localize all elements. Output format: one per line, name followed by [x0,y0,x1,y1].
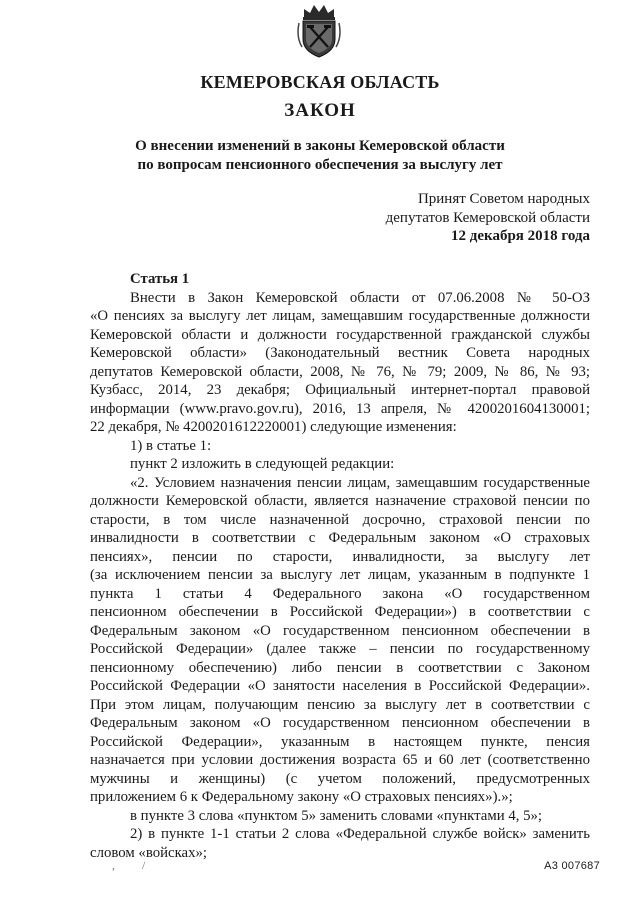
coat-of-arms-emblem [296,3,342,59]
text-line: пункта 1 статьи 4 Федерального закона «О государственном [90,585,590,602]
text-line: При этом лицам, получающим пенсию за выслугу лет в соответствии с [90,696,590,713]
text-line: пенсионному обеспечению) либо пенсии в соответствии с Законом [90,659,590,676]
text-line: «О пенсиях за выслугу лет лицам, замещавшим государственные должности [90,308,590,324]
law-title-line: по вопросам пенсионного обеспечения за выслугу лет [137,157,503,173]
margin-mark: , / [112,858,146,872]
text-line: Российской Федерации», указанным в настоящем пункте, пенсия [90,733,590,750]
text-line: в пункте 3 слова «пунктом 5» заменить словами «пунктами 4, 5»; [130,807,543,824]
text-line: 1) в статье 1: [130,437,212,454]
text-line: словом «войсках»; [90,844,208,861]
text-line: инвалидности в соответствии с Федеральным законом «О страховых [90,530,590,546]
article-heading: Статья 1 [130,271,190,287]
text-line: пункт 2 изложить в следующей редакции: [130,456,395,472]
text-line: депутатов Кемеровской области, 2008, № 76, № 79; 2009, № 86, № 93; [90,363,590,380]
text-line: Федеральным законом «О государственном пенсионном обеспечении в [90,622,590,639]
text-line: «2. Условием назначения пенсии лицам, замещавшим государственные [130,474,590,491]
text-line: (за исключением пенсии за выслугу лет лицам, указанным в подпункте 1 [90,567,590,583]
adoption-block [386,190,590,246]
text-line: назначается при условии достижения возраста 65 и 60 лет (соответственно [90,752,590,768]
text-line: пенсиях», пенсии по старости, инвалидности, за выслугу лет [90,548,590,565]
article-body [90,270,590,862]
text-line: пенсионном обеспечении в Российской Федерации») в соответствии с [90,604,590,620]
law-title-line: О внесении изменений в законы Кемеровской области [135,138,505,154]
text-line: приложением 6 к Федеральному закону «О страховых пенсиях»).»; [90,789,513,805]
text-line: Кузбасс, 2014, 23 декабря; Официальный интернет-портал правовой [90,382,590,398]
text-line: 2) в пункте 1-1 статьи 2 слова «Федеральной службе войск» заменить [130,826,590,842]
text-line: мужчины и женщины) (с учетом положений, предусмотренных [90,770,590,787]
text-line: старости, в том числе назначенной досрочно, страховой пенсии по [90,511,590,528]
text-line: Российской Федерации» (далее также – пенсии по государственному [90,641,590,657]
adoption-line: депутатов Кемеровской области [385,209,590,226]
region-heading: КЕМЕРОВСКАЯ ОБЛАСТЬ [200,72,440,92]
adoption-date: 12 декабря 2018 года [451,228,590,244]
text-line: 22 декабря, № 4200201612220001) следующие изменения: [90,419,457,435]
text-line: информации (www.pravo.gov.ru), 2016, 13 апреля, № 4200201604130001; [90,400,590,417]
document-type-heading: ЗАКОН [284,100,356,121]
law-title [0,137,640,175]
text-line: должности Кемеровской области, является назначение страховой пенсии по [90,493,590,509]
form-serial-number: А3 007687 [544,860,600,872]
text-line: Федеральным законом «О государственном пенсионном обеспечении в [90,715,590,731]
adoption-line: Принят Советом народных [417,191,590,207]
text-line: Российской Федерации «О занятости населения в Российской Федерации». [90,678,590,694]
text-line: Кемеровской области и должности государственной гражданской службы [90,326,590,343]
text-line: Кемеровской области» (Законодательный вестник Совета народных [90,345,590,361]
text-line: Внести в Закон Кемеровской области от 07.06.2008 № 50-ОЗ [130,289,590,306]
